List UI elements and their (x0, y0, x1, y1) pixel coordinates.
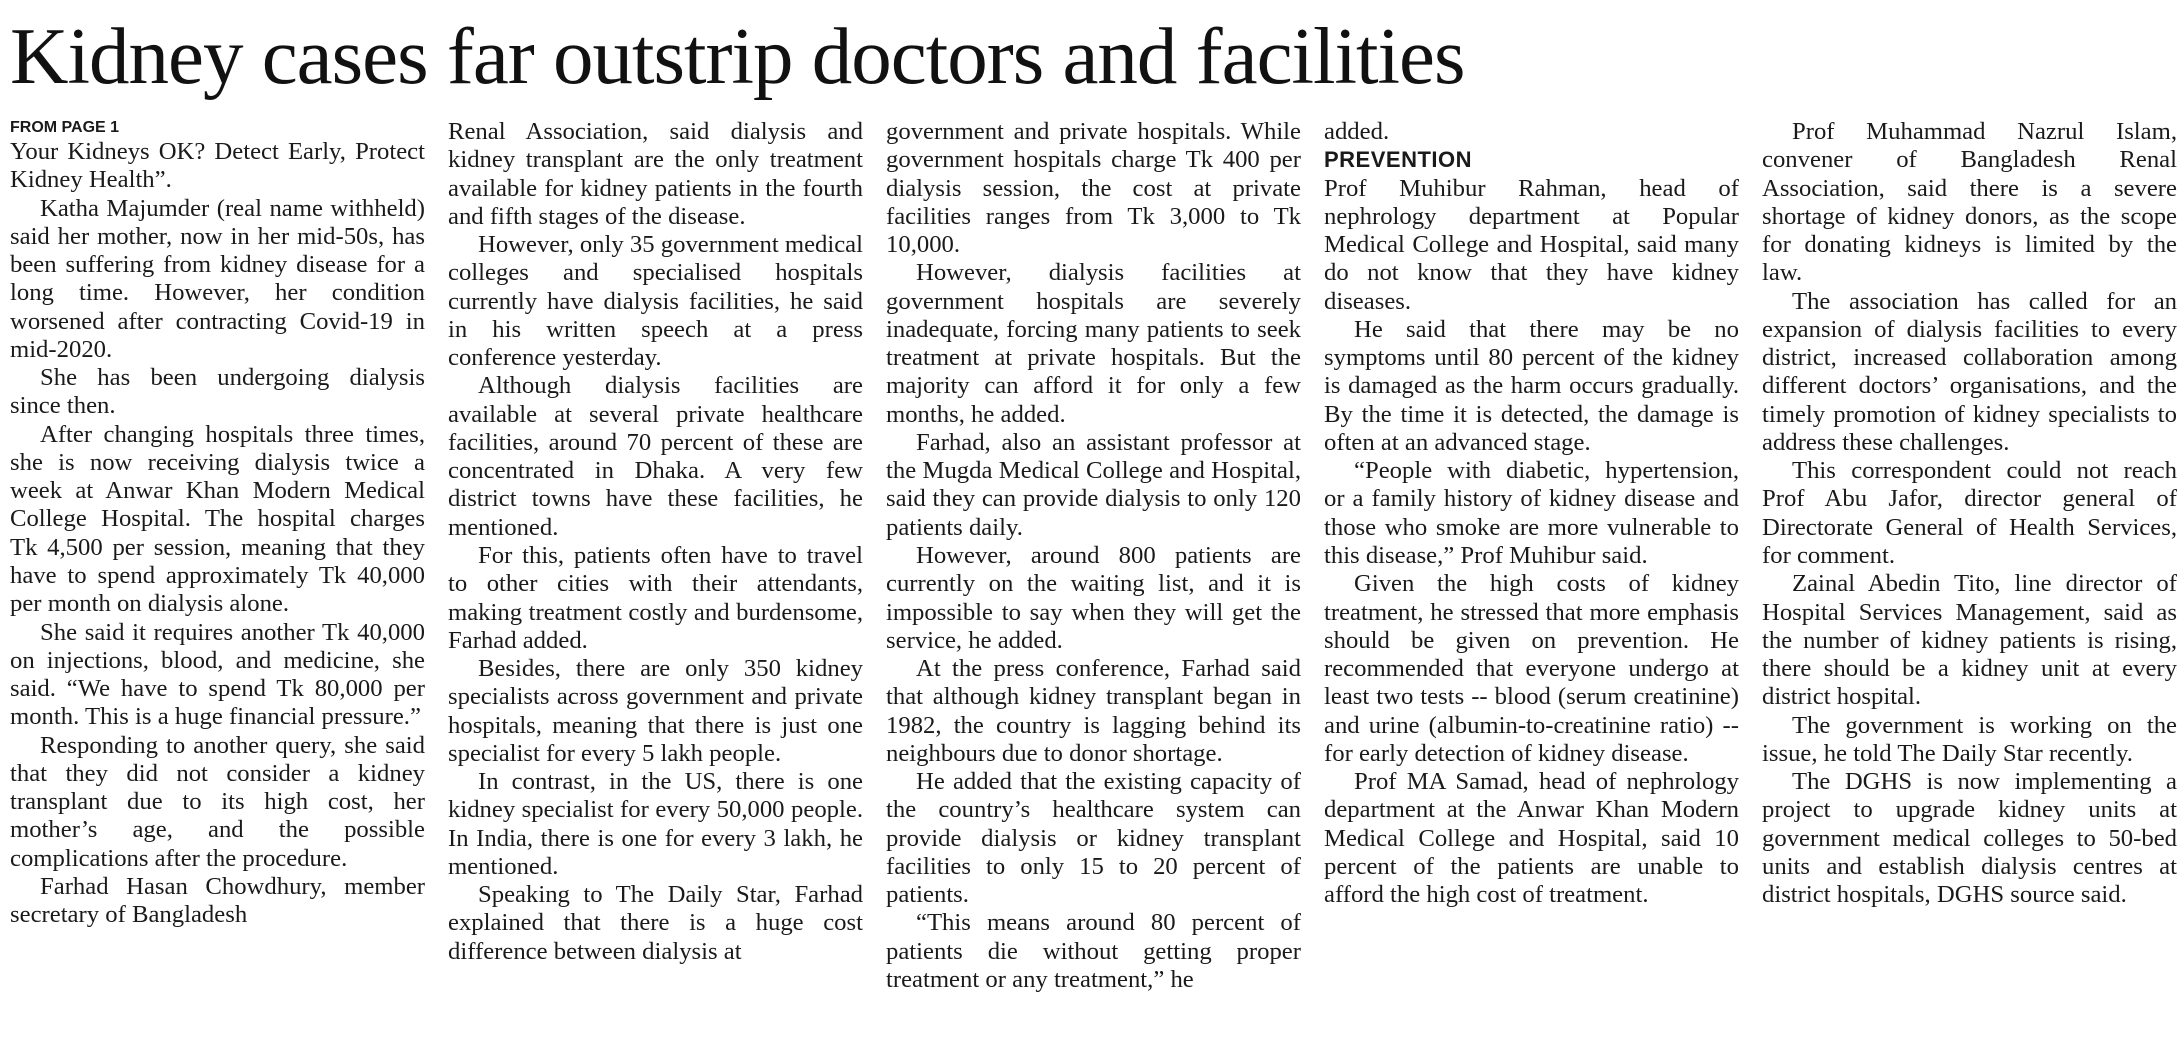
article-paragraph: Prof MA Samad, head of nephrology department at the Anwar Khan Modern Medical College and Hospital, said 10 percent of the patients are unable to afford the high cost of treatment. (1324, 768, 1739, 909)
article-paragraph: Speaking to The Daily Star, Farhad explained that there is a huge cost difference between dialysis at (448, 881, 863, 965)
article-paragraph: Farhad, also an assistant professor at the Mugda Medical College and Hospital, said they can provide dialysis to only 120 patients daily. (886, 428, 1301, 541)
section-subhead: PREVENTION (1324, 147, 1473, 173)
article-paragraph: However, dialysis facilities at government hospitals are severely inadequate, forcing many patients to seek treatment at private hospitals. But the majority can afford it for only a few months, he added. (886, 259, 1301, 428)
article-paragraph: “This means around 80 percent of patients die without getting proper treatment or any treatment,” he (886, 909, 1301, 993)
article-paragraph: The government is working on the issue, he told The Daily Star recently. (1762, 711, 2177, 767)
article-paragraph: “People with diabetic, hypertension, or a family history of kidney disease and those who smoke are more vulnerable to this disease,” Prof Muhibur said. (1324, 457, 1739, 569)
article-paragraph: After changing hospitals three times, she is now receiving dialysis twice a week at Anwar Khan Modern Medical College Hospital. The hospital charges Tk 4,500 per session, meaning that they have to spend approximately Tk 40,000 per month on dialysis alone. (10, 420, 425, 618)
article-paragraph: He added that the existing capacity of the country’s healthcare system can provide dialysis or kidney transplant facilities to only 15 to 20 percent of patients. (886, 768, 1301, 909)
article-paragraph: She has been undergoing dialysis since then. (10, 364, 425, 420)
article-paragraph: Your Kidneys OK? Detect Early, Protect Kidney Health”. (10, 138, 425, 194)
article-paragraph: This correspondent could not reach Prof Abu Jafor, director general of Directorate General of Health Services, for comment. (1762, 457, 2177, 569)
article-paragraph: government and private hospitals. While government hospitals charge Tk 400 per dialysis session, the cost at private facilities ranges from Tk 3,000 to Tk 10,000. (886, 118, 1301, 259)
article-paragraph: She said it requires another Tk 40,000 on injections, blood, and medicine, she said. “We have to spend Tk 80,000 per month. This is a huge financial pressure.” (10, 618, 425, 731)
article-column-2 (448, 118, 863, 1048)
article-paragraph: Responding to another query, she said that they did not consider a kidney transplant due to its high cost, her mother’s age, and the possible complications after the procedure. (10, 731, 425, 872)
article-paragraph: added. (1324, 118, 1390, 145)
article-paragraph: The association has called for an expansion of dialysis facilities to every district, increased collaboration among different doctors’ organisations, and the timely promotion of kidney specialists to address these challenges. (1762, 287, 2177, 456)
article-paragraph: Zainal Abedin Tito, line director of Hospital Services Management, said as the number of kidney patients is rising, there should be a kidney unit at every district hospital. (1762, 570, 2177, 711)
article-column-4 (1324, 118, 1739, 1048)
headline: Kidney cases far outstrip doctors and facilities (10, 11, 1465, 101)
article-column-5 (1762, 118, 2177, 1048)
from-page-label: FROM PAGE 1 (10, 119, 120, 136)
article-paragraph: The DGHS is now implementing a project to upgrade kidney units at government medical colleges to 50-bed units and establish dialysis centres at district hospitals, DGHS source said. (1762, 768, 2177, 909)
article-paragraph: Besides, there are only 350 kidney specialists across government and private hospitals, meaning that there is just one specialist for every 5 lakh people. (448, 655, 863, 767)
article-paragraph: In contrast, in the US, there is one kidney specialist for every 50,000 people. In India, there is one for every 3 lakh, he mentioned. (448, 768, 863, 880)
article-paragraph: He said that there may be no symptoms until 80 percent of the kidney is damaged as the harm occurs gradually. By the time it is detected, the damage is often at an advanced stage. (1324, 315, 1739, 456)
article-column-3 (886, 118, 1301, 1048)
article-paragraph: Prof Muhammad Nazrul Islam, convener of Bangladesh Renal Association, said there is a severe shortage of kidney donors, as the scope for donating kidneys is limited by the law. (1762, 118, 2177, 287)
article-paragraph: Although dialysis facilities are available at several private healthcare facilities, around 70 percent of these are concentrated in Dhaka. A very few district towns have these facilities, he mentioned. (448, 372, 863, 541)
article-paragraph: Katha Majumder (real name withheld) said her mother, now in her mid-50s, has been suffering from kidney disease for a long time. However, her condition worsened after contracting Covid-19 in mid-2020. (10, 194, 425, 363)
article-paragraph: For this, patients often have to travel to other cities with their attendants, making treatment costly and burdensome, Farhad added. (448, 541, 863, 654)
article-paragraph: However, around 800 patients are currently on the waiting list, and it is impossible to say when they will get the service, he added. (886, 541, 1301, 654)
article-paragraph: Prof Muhibur Rahman, head of nephrology department at Popular Medical College and Hospital, said many do not know that they have kidney diseases. (1324, 174, 1739, 315)
article-paragraph: Renal Association, said dialysis and kidney transplant are the only treatment available for kidney patients in the fourth and fifth stages of the disease. (448, 118, 863, 230)
article-column-1 (10, 114, 425, 1044)
article-paragraph: Farhad Hasan Chowdhury, member secretary of Bangladesh (10, 872, 425, 929)
article-paragraph: However, only 35 government medical colleges and specialised hospitals currently have dialysis facilities, he said in his written speech at a press conference yesterday. (448, 231, 863, 372)
article-paragraph: Given the high costs of kidney treatment, he stressed that more emphasis should be given on prevention. He recommended that everyone undergo at least two tests -- blood (serum creatinine) and urine (albumin-to-creatinine ratio) -- for early detection of kidney disease. (1324, 570, 1739, 767)
article-paragraph: At the press conference, Farhad said that although kidney transplant began in 1982, the country is lagging behind its neighbours due to donor shortage. (886, 655, 1301, 767)
